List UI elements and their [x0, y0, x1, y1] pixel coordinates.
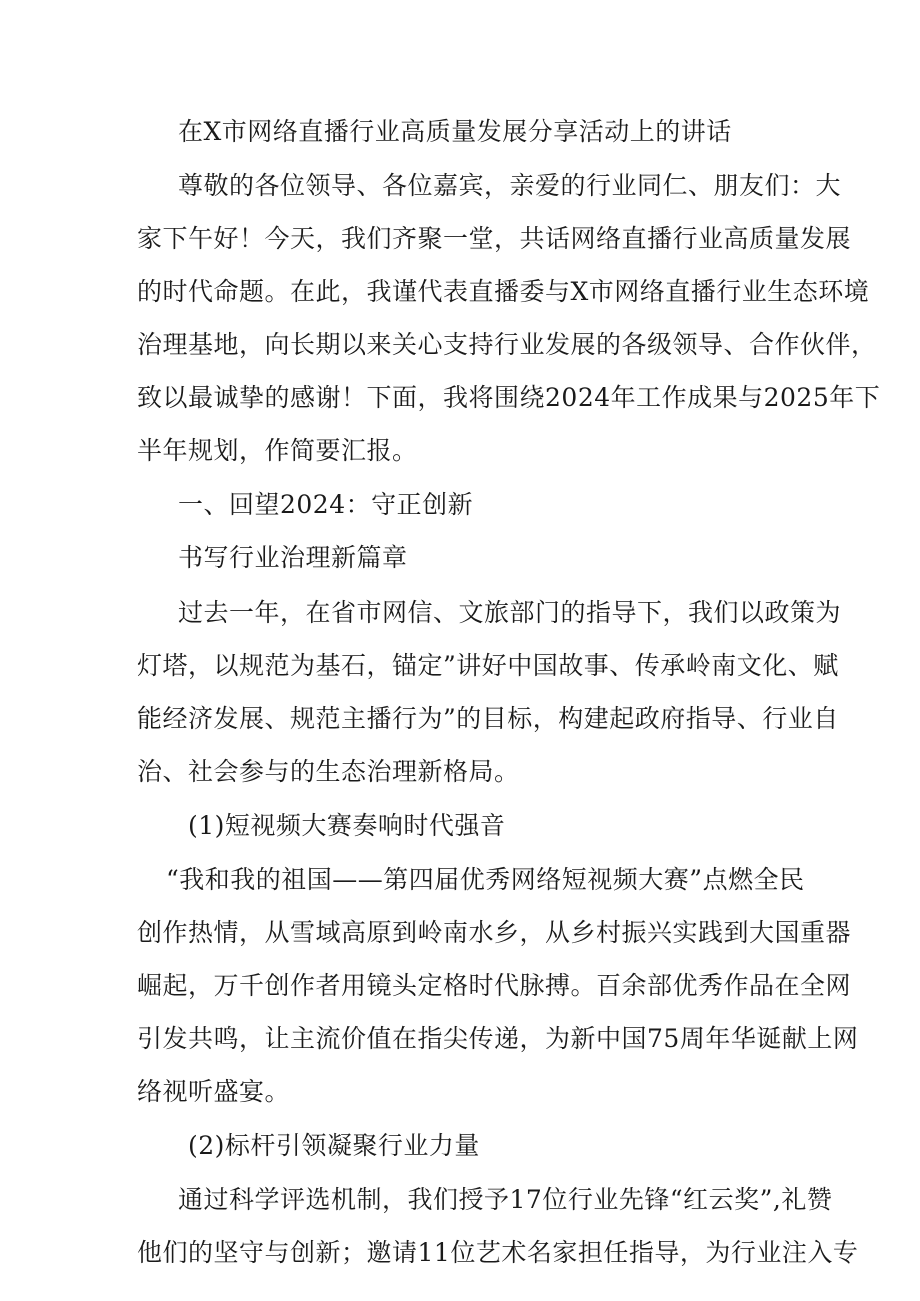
intro-line: 尊敬的各位领导、各位嘉宾，亲爱的行业同仁、朋友们：大 [178, 171, 842, 200]
item-line: 通过科学评选机制，我们授予17位行业先锋“红云奖”,礼赞 [178, 1185, 833, 1214]
item-heading: (2)标杆引领凝聚行业力量 [188, 1131, 480, 1160]
section-line: 能经济发展、规范主播行为”的目标，构建起政府指导、行业自 [137, 704, 839, 733]
intro-line: 致以最诚挚的感谢！下面，我将围绕2024年工作成果与2025年下 [137, 383, 881, 412]
item-heading: (1)短视频大赛奏响时代强音 [188, 811, 506, 840]
intro-line: 家下午好！今天，我们齐聚一堂，共话网络直播行业高质量发展 [137, 224, 852, 253]
item-line: 引发共鸣，让主流价值在指尖传递，为新中国75周年华诞献上网 [137, 1024, 859, 1053]
intro-line: 的时代命题。在此，我谨代表直播委与X市网络直播行业生态环境 [137, 277, 870, 306]
section-line: 治、社会参与的生态治理新格局。 [137, 757, 520, 786]
item-line: 络视听盛宴。 [137, 1077, 291, 1106]
item-line: 他们的坚守与创新；邀请11位艺术名家担任指导，为行业注入专 [137, 1238, 859, 1267]
section-line: 灯塔，以规范为基石，锚定”讲好中国故事、传承岭南文化、赋 [137, 651, 839, 680]
intro-line: 半年规划，作简要汇报。 [137, 436, 418, 465]
document-title: 在X市网络直播行业高质量发展分享活动上的讲话 [178, 117, 732, 146]
section-line: 过去一年，在省市网信、文旅部门的指导下，我们以政策为 [178, 598, 842, 627]
section-heading: 一、回望2024：守正创新 [178, 490, 474, 519]
section-subheading: 书写行业治理新篇章 [178, 543, 408, 572]
item-line: 崛起，万千创作者用镜头定格时代脉搏。百余部优秀作品在全网 [137, 971, 852, 1000]
intro-line: 治理基地，向长期以来关心支持行业发展的各级领导、合作伙伴， [137, 330, 877, 359]
item-line: “我和我的祖国——第四届优秀网络短视频大赛”点燃全民 [166, 865, 805, 894]
item-line: 创作热情，从雪域高原到岭南水乡，从乡村振兴实践到大国重器 [137, 918, 852, 947]
